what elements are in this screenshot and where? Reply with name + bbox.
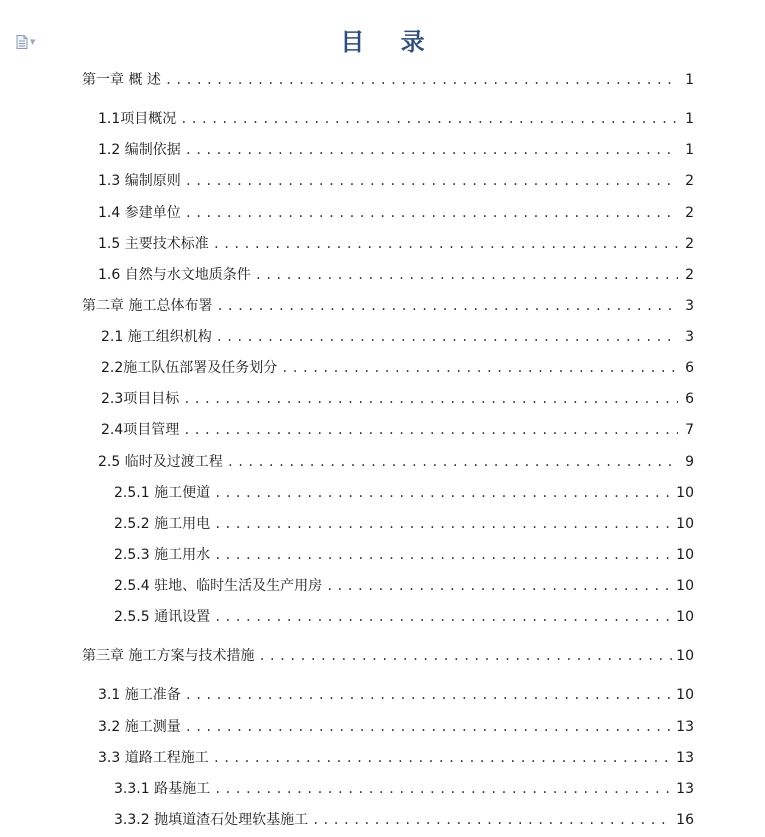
dot-leader (165, 70, 678, 90)
dot-leader (214, 607, 672, 627)
toc-entry-label: 1.4 参建单位 (98, 205, 181, 221)
toc-entry[interactable] (98, 717, 694, 737)
toc-entry-label: 2.3项目目标 (101, 391, 180, 407)
dot-leader (214, 779, 672, 799)
toc-entry-label: 2.5.2 施工用电 (114, 516, 211, 532)
toc-entry-label: 2.5.4 驻地、临时生活及生产用房 (114, 578, 323, 594)
dot-leader (326, 576, 672, 596)
toc-entry[interactable] (101, 389, 694, 409)
toc-entry-page: 9 (685, 454, 694, 470)
toc-entry-label: 2.2施工队伍部署及任务划分 (101, 360, 278, 376)
toc-entry-label: 1.1项目概况 (98, 111, 177, 127)
dot-leader (180, 109, 678, 129)
toc-entry-page: 13 (676, 719, 694, 735)
toc-entry-page: 3 (685, 329, 694, 345)
chevron-down-icon: ▼ (30, 37, 36, 46)
toc-entry[interactable] (114, 810, 694, 830)
toc-entry-label: 3.2 施工测量 (98, 719, 181, 735)
toc-entry[interactable] (82, 646, 694, 666)
toc-entry[interactable] (101, 327, 694, 347)
toc-entry-page: 6 (685, 360, 694, 376)
dot-leader (185, 203, 678, 223)
dot-leader (255, 265, 678, 285)
toc-entry-page: 2 (685, 205, 694, 221)
toc-entry-page: 10 (676, 547, 694, 563)
toc-entry-page: 6 (685, 391, 694, 407)
dot-leader (214, 514, 672, 534)
toc-entry-page: 10 (676, 578, 694, 594)
toc-entry[interactable] (114, 779, 694, 799)
toc-entry[interactable] (98, 109, 694, 129)
toc-entry[interactable] (98, 265, 694, 285)
toc-entry[interactable] (114, 576, 694, 596)
toc-entry-label: 2.5.3 施工用水 (114, 547, 211, 563)
toc-entry-label: 3.3.1 路基施工 (114, 781, 211, 797)
toc-entry[interactable] (82, 70, 694, 90)
toc-entry-page: 10 (676, 516, 694, 532)
toc-entry-page: 13 (676, 750, 694, 766)
toc-entry[interactable] (101, 420, 694, 440)
toc-entry[interactable] (101, 358, 694, 378)
toc-entry-label: 2.4项目管理 (101, 422, 180, 438)
toc-title: 目 录 (340, 27, 439, 56)
dot-leader (216, 327, 678, 347)
toc-entry-label: 2.1 施工组织机构 (101, 329, 212, 345)
toc-entry-page: 10 (676, 687, 694, 703)
toc-entry-label: 2.5.5 通讯设置 (114, 609, 211, 625)
toc-entry-page: 7 (685, 422, 694, 438)
toc-entry-label: 3.3 道路工程施工 (98, 750, 209, 766)
toc-entry-page: 2 (685, 173, 694, 189)
toc-entry-page: 10 (676, 609, 694, 625)
dot-leader (227, 452, 678, 472)
toc-entry-page: 13 (676, 781, 694, 797)
dot-leader (185, 171, 678, 191)
dot-leader (213, 234, 678, 254)
toc-entry[interactable] (98, 685, 694, 705)
toc-entry-label: 2.5.1 施工便道 (114, 485, 211, 501)
toc-entry-label: 3.3.2 抛填道渣石处理软基施工 (114, 812, 309, 828)
toc-entry-page: 1 (685, 72, 694, 88)
toc-entry-page: 3 (685, 298, 694, 314)
toc-entry-page: 2 (685, 267, 694, 283)
toc-entry-label: 1.2 编制依据 (98, 142, 181, 158)
toc-entry-page: 2 (685, 236, 694, 252)
toc-entry[interactable] (114, 607, 694, 627)
dot-leader (214, 483, 672, 503)
dot-leader (183, 420, 678, 440)
toc-entry[interactable] (98, 234, 694, 254)
dot-leader (183, 389, 678, 409)
toc-entry-label: 3.1 施工准备 (98, 687, 181, 703)
toc-entry[interactable] (114, 545, 694, 565)
toc-entry[interactable] (114, 483, 694, 503)
dot-leader (185, 140, 678, 160)
dot-leader (185, 685, 672, 705)
toc-entry[interactable] (114, 514, 694, 534)
toc-entry[interactable] (82, 296, 694, 316)
toc-entry-label: 1.5 主要技术标准 (98, 236, 209, 252)
toc-entry-page: 1 (685, 111, 694, 127)
toc-entry-label: 第一章 概 述 (82, 72, 161, 88)
toc-entry[interactable] (98, 748, 694, 768)
toc-entry[interactable] (98, 203, 694, 223)
toc-entry[interactable] (98, 171, 694, 191)
dot-leader (281, 358, 678, 378)
toc-entry-label: 1.6 自然与水文地质条件 (98, 267, 251, 283)
dot-leader (214, 545, 672, 565)
dot-leader (258, 646, 672, 666)
dot-leader (216, 296, 678, 316)
toc-entry[interactable] (98, 452, 694, 472)
toc-entry-page: 10 (676, 485, 694, 501)
toc-entry-label: 第二章 施工总体布署 (82, 298, 213, 314)
toc-entry-label: 第三章 施工方案与技术措施 (82, 648, 255, 664)
toc-entry-page: 1 (685, 142, 694, 158)
dot-leader (213, 748, 672, 768)
dot-leader (185, 717, 672, 737)
dot-leader (312, 810, 672, 830)
toc-entry[interactable] (98, 140, 694, 160)
toc-entry-page: 16 (676, 812, 694, 828)
toc-entry-label: 2.5 临时及过渡工程 (98, 454, 223, 470)
toc-entry-label: 1.3 编制原则 (98, 173, 181, 189)
toc-entry-page: 10 (676, 648, 694, 664)
